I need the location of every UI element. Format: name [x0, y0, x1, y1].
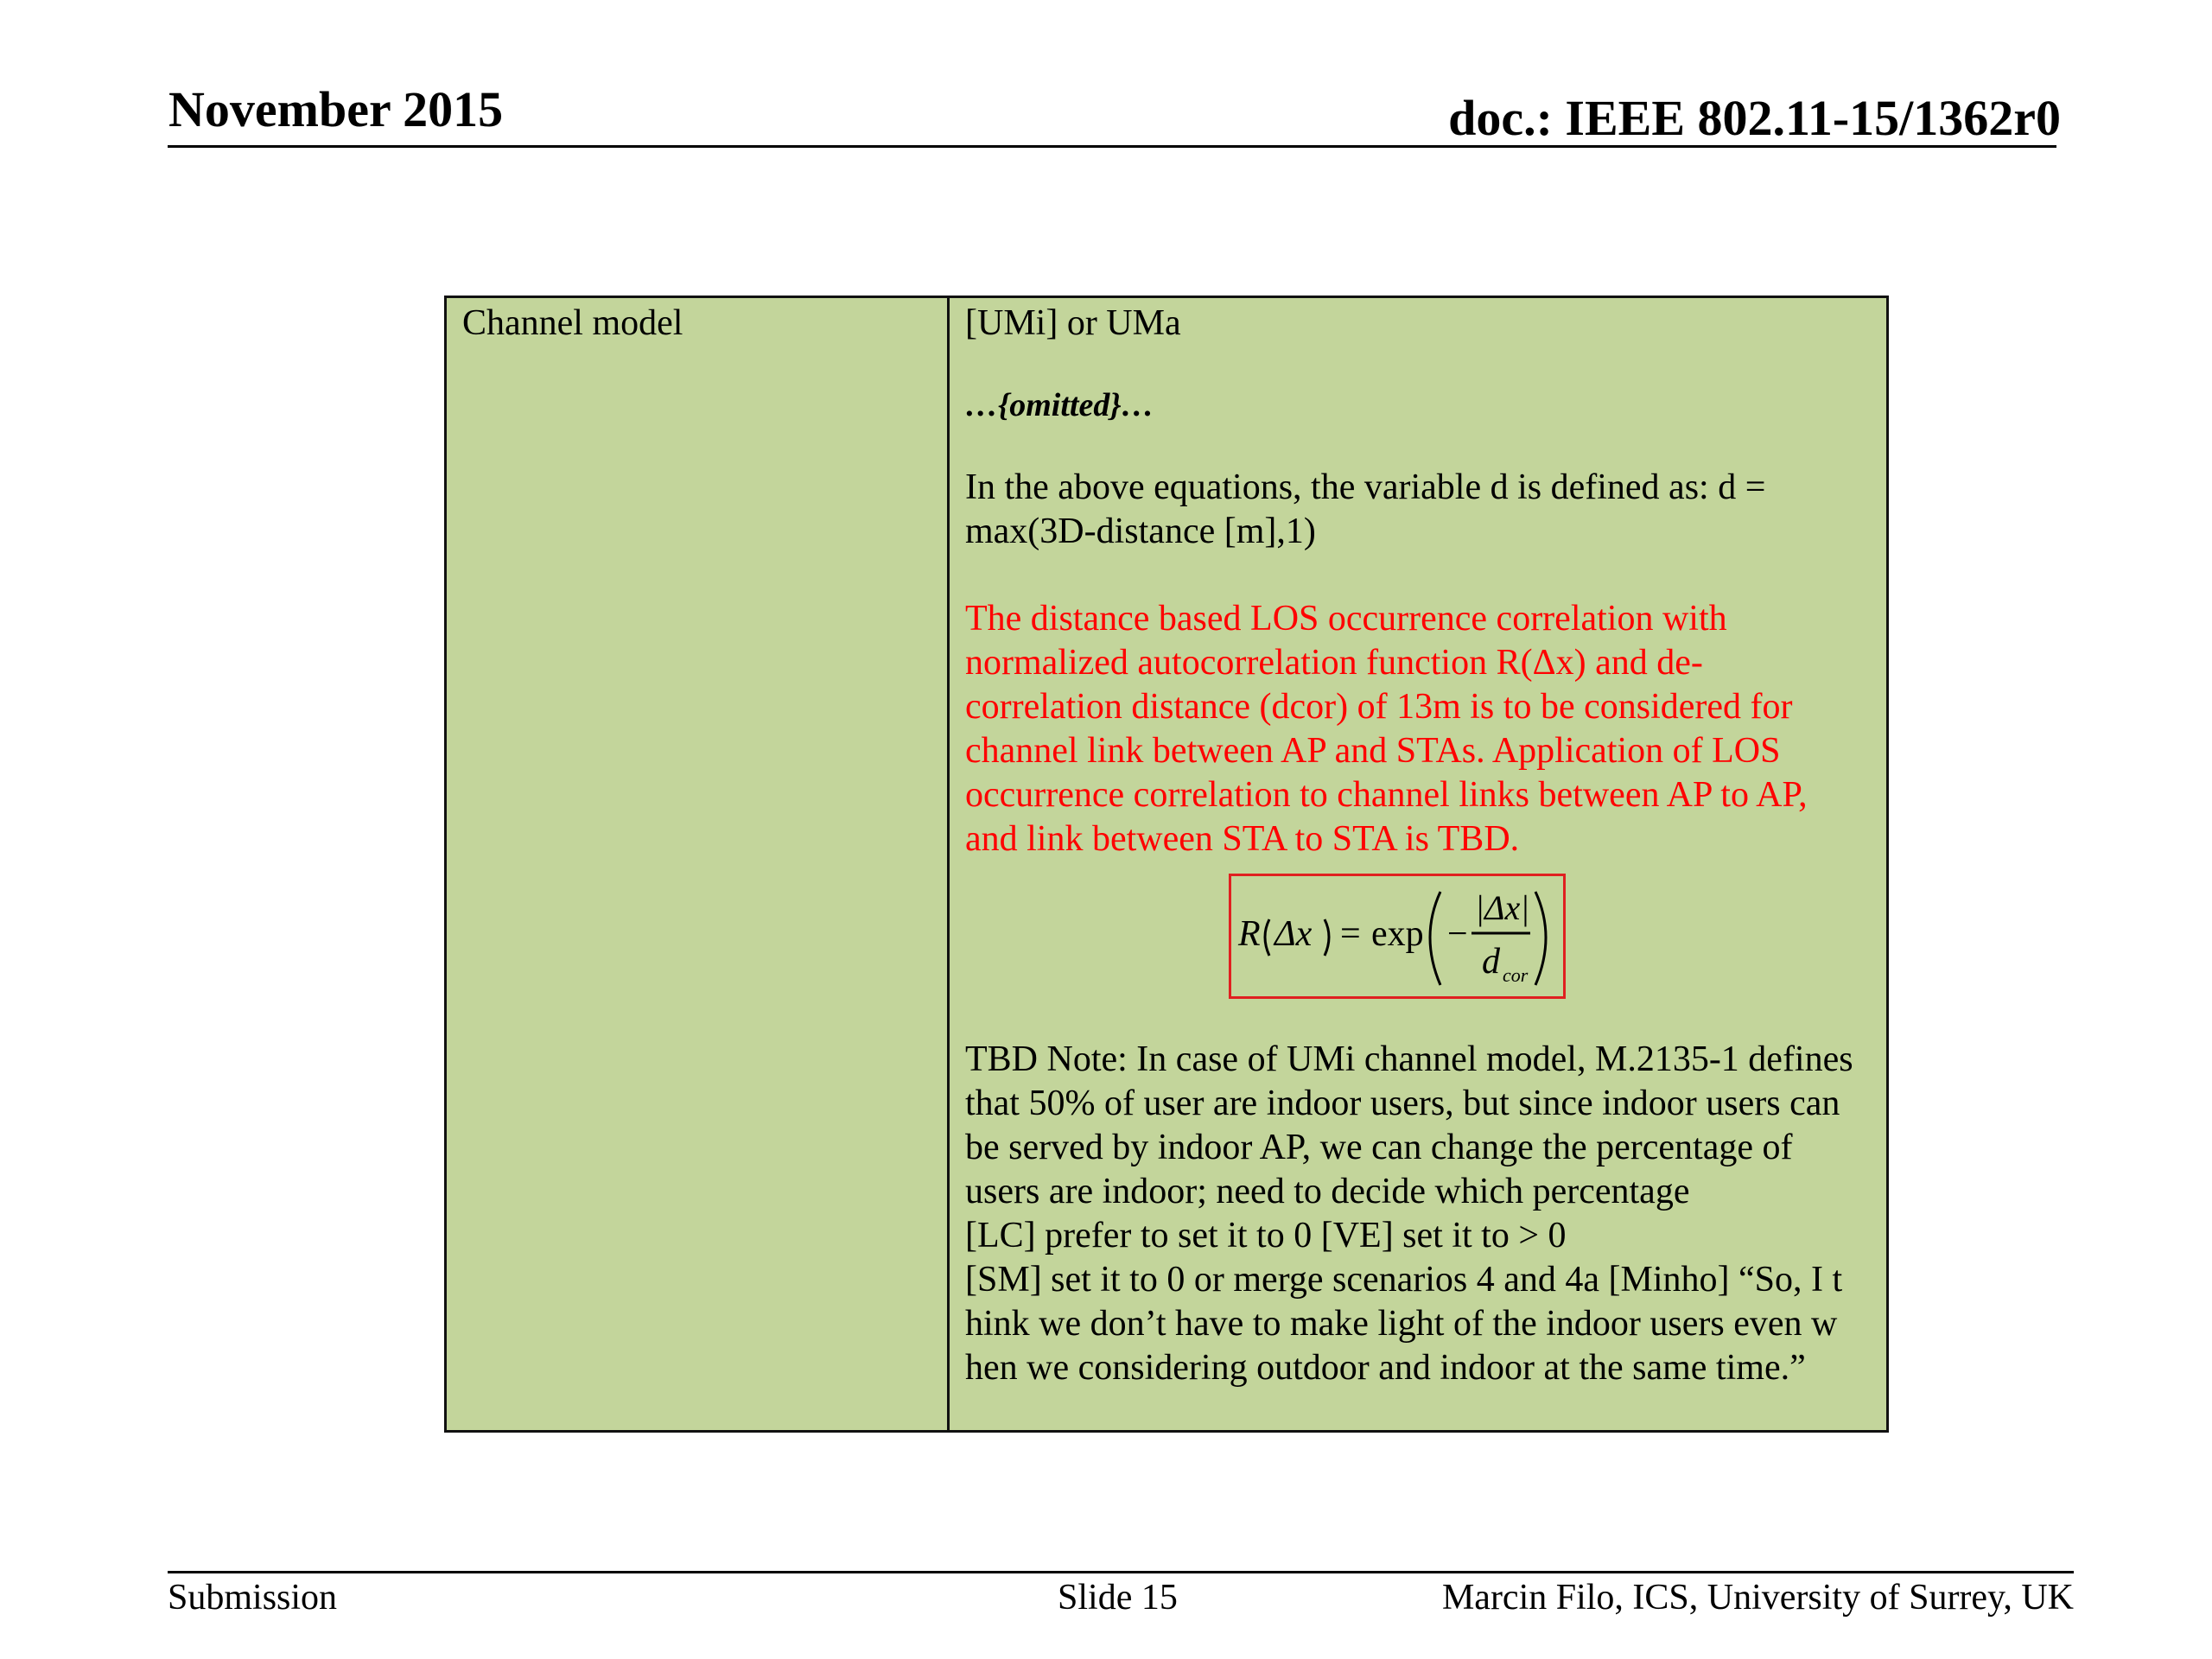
formula-denominator-d: d	[1482, 942, 1500, 982]
model-options-text: [UMi] or UMa	[965, 303, 1181, 343]
distance-definition-text: In the above equations, the variable d is defined as: d = max(3D-distance [m],1)	[965, 467, 1766, 551]
correlation-formula	[1229, 874, 1566, 999]
formula-r: R	[1238, 914, 1261, 954]
formula-denominator-sub: cor	[1503, 964, 1529, 986]
channel-model-table	[444, 296, 1889, 1433]
table-cell-content	[950, 298, 1886, 1430]
footer-divider	[168, 1571, 2074, 1573]
header-date: November 2015	[168, 81, 504, 137]
formula-big-left-paren	[1430, 892, 1440, 985]
los-correlation-text: The distance based LOS occurrence correlation with normalized autocorrelation function R(Δx) and de- correlation distance (dcor) of 13m is to be considered for channel link between AP and STAs. Application of LOS occurrence correlation to channel links between AP to AP, and link between STA to STA is TBD.	[965, 599, 1808, 859]
header-doc-id: doc.: IEEE 802.11-15/1362r0	[1448, 90, 2061, 146]
footer-author: Marcin Filo, ICS, University of Surrey, UK	[1441, 1578, 2074, 1618]
formula-right-paren	[1325, 919, 1329, 956]
footer-submission: Submission	[168, 1578, 338, 1618]
formula-area	[965, 874, 1871, 1003]
omitted-text: …{omitted}…	[965, 387, 1154, 423]
table-cell-label	[447, 298, 950, 1430]
channel-model-label: Channel model	[462, 303, 683, 343]
header-divider	[168, 145, 2056, 148]
formula-left-paren	[1265, 919, 1269, 956]
formula-numerator: |Δx|	[1475, 888, 1530, 927]
formula-minus: −	[1447, 914, 1468, 954]
formula-big-right-paren	[1535, 892, 1546, 985]
formula-exp: exp	[1371, 914, 1424, 954]
formula-equals: =	[1340, 914, 1361, 954]
tbd-note-text: TBD Note: In case of UMi channel model, M.2135-1 defines that 50% of user are indoor users, but since indoor users can be served by indoor AP, we can change the percentage of users are indoor; need to decide which percentage [LC] prefer to set it to 0 [VE] set it to > 0 [SM] set it to 0 or merge scenarios 4 and 4a [Minho] “So, I t hink we don’t have to make light of the indoor users even w hen we considering outdoor and indoor at the same time.”	[965, 1039, 1853, 1388]
formula-arg: Δx	[1274, 914, 1313, 954]
footer-slide-number: Slide 15	[1058, 1578, 1178, 1618]
formula-svg	[1231, 876, 1563, 996]
